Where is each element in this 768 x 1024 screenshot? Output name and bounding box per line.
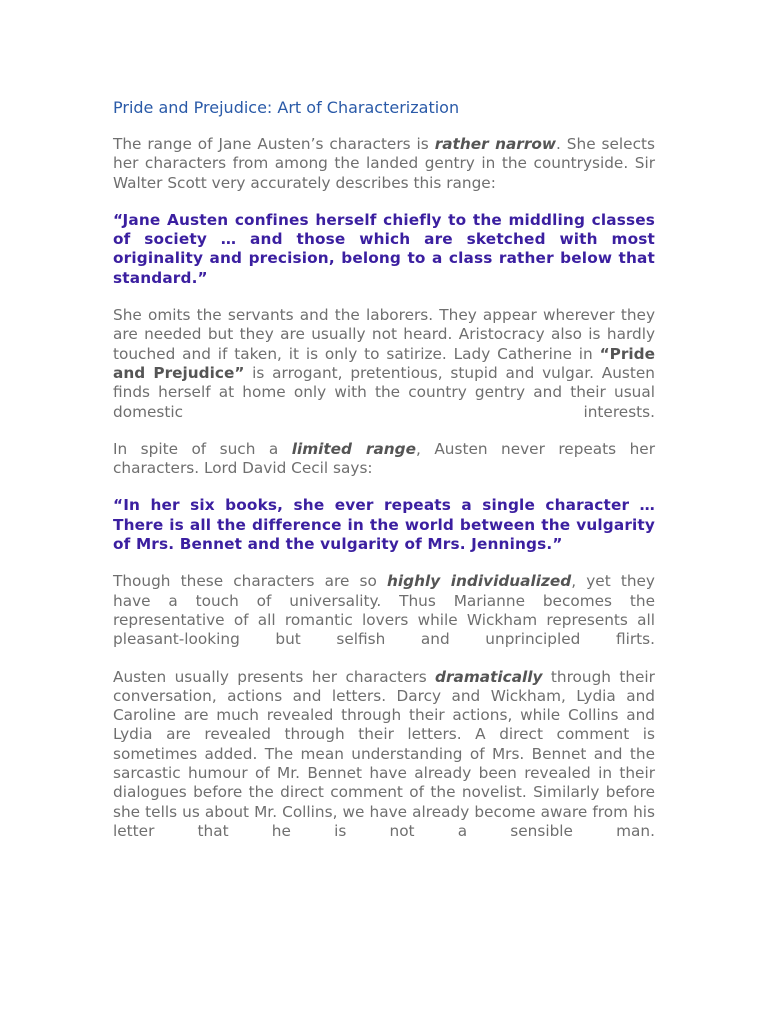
paragraph-dramatically-text-2: through their conversation, actions and letters. Darcy and Wickham, Lydia and Caroline are much revealed through their actions, while Collins and Lydia are revealed through their letters. A direct comment is sometimes added. The mean understanding of Mrs. Bennet and the sarcastic humour of Mr. Bennet have already been revealed in their dialogues before the direct comment of the novelist. Similarly before she tells us about Mr. Collins, we have already become aware from his letter that he is not a sensible man. bbox=[113, 667, 655, 840]
paragraph-omits-text-1: She omits the servants and the laborers. They appear wherever they are needed but they are usually not heard. Aristocracy also is hardly touched and if taken, it is only to satirize. Lady Catherine in bbox=[113, 306, 655, 363]
quote-walter-scott: “Jane Austen confines herself chiefly to the middling classes of society … and those which are sketched with most originality and precision, belong to a class rather below that standard.” bbox=[113, 210, 655, 287]
paragraph-dramatically-text-1: Austen usually presents her characters bbox=[113, 667, 436, 686]
emphasis-limited-range: limited range bbox=[291, 439, 417, 458]
emphasis-rather-narrow: rather narrow bbox=[434, 135, 557, 153]
quote-david-cecil: “In her six books, she ever repeats a single character … There is all the difference in the world between the vulgarity of Mrs. Bennet and the vulgarity of Mrs. Jennings.” bbox=[113, 496, 655, 554]
emphasis-highly-individualized: highly individualized bbox=[387, 572, 572, 591]
document-title: Pride and Prejudice: Art of Characterization bbox=[113, 98, 460, 117]
paragraph-individualized-text-1: Though these characters are so bbox=[113, 572, 387, 591]
paragraph-omits bbox=[113, 306, 655, 422]
paragraph-range-text-1: The range of Jane Austen’s characters is bbox=[113, 135, 435, 153]
paragraph-dramatically bbox=[113, 668, 655, 842]
emphasis-pride-and-prejudice: “Pride and Prejudice” bbox=[113, 344, 655, 382]
paragraph-range-text-2: . She selects her characters from among the landed gentry in the countryside. Sir Walter Scott very accurately describes this range: bbox=[113, 135, 655, 192]
paragraph-omits-text-2: is arrogant, pretentious, stupid and vulgar. Austen finds herself at home only with the country gentry and their usual domestic interests. bbox=[113, 363, 655, 421]
document-page bbox=[113, 97, 655, 859]
paragraph-limited-range-text-1: In spite of such a bbox=[113, 439, 292, 458]
paragraph-individualized-text-2: , yet they have a touch of universality. Thus Marianne becomes the representative of all romantic lovers while Wickham represents all pleasant-looking but selfish and unprincipled flirts. bbox=[113, 572, 655, 649]
paragraph-individualized bbox=[113, 572, 655, 649]
paragraph-limited-range-text-2: , Austen never repeats her characters. Lord David Cecil says: bbox=[113, 439, 655, 478]
paragraph-limited-range bbox=[113, 440, 655, 479]
paragraph-range bbox=[113, 135, 655, 193]
emphasis-dramatically: dramatically bbox=[435, 667, 543, 686]
